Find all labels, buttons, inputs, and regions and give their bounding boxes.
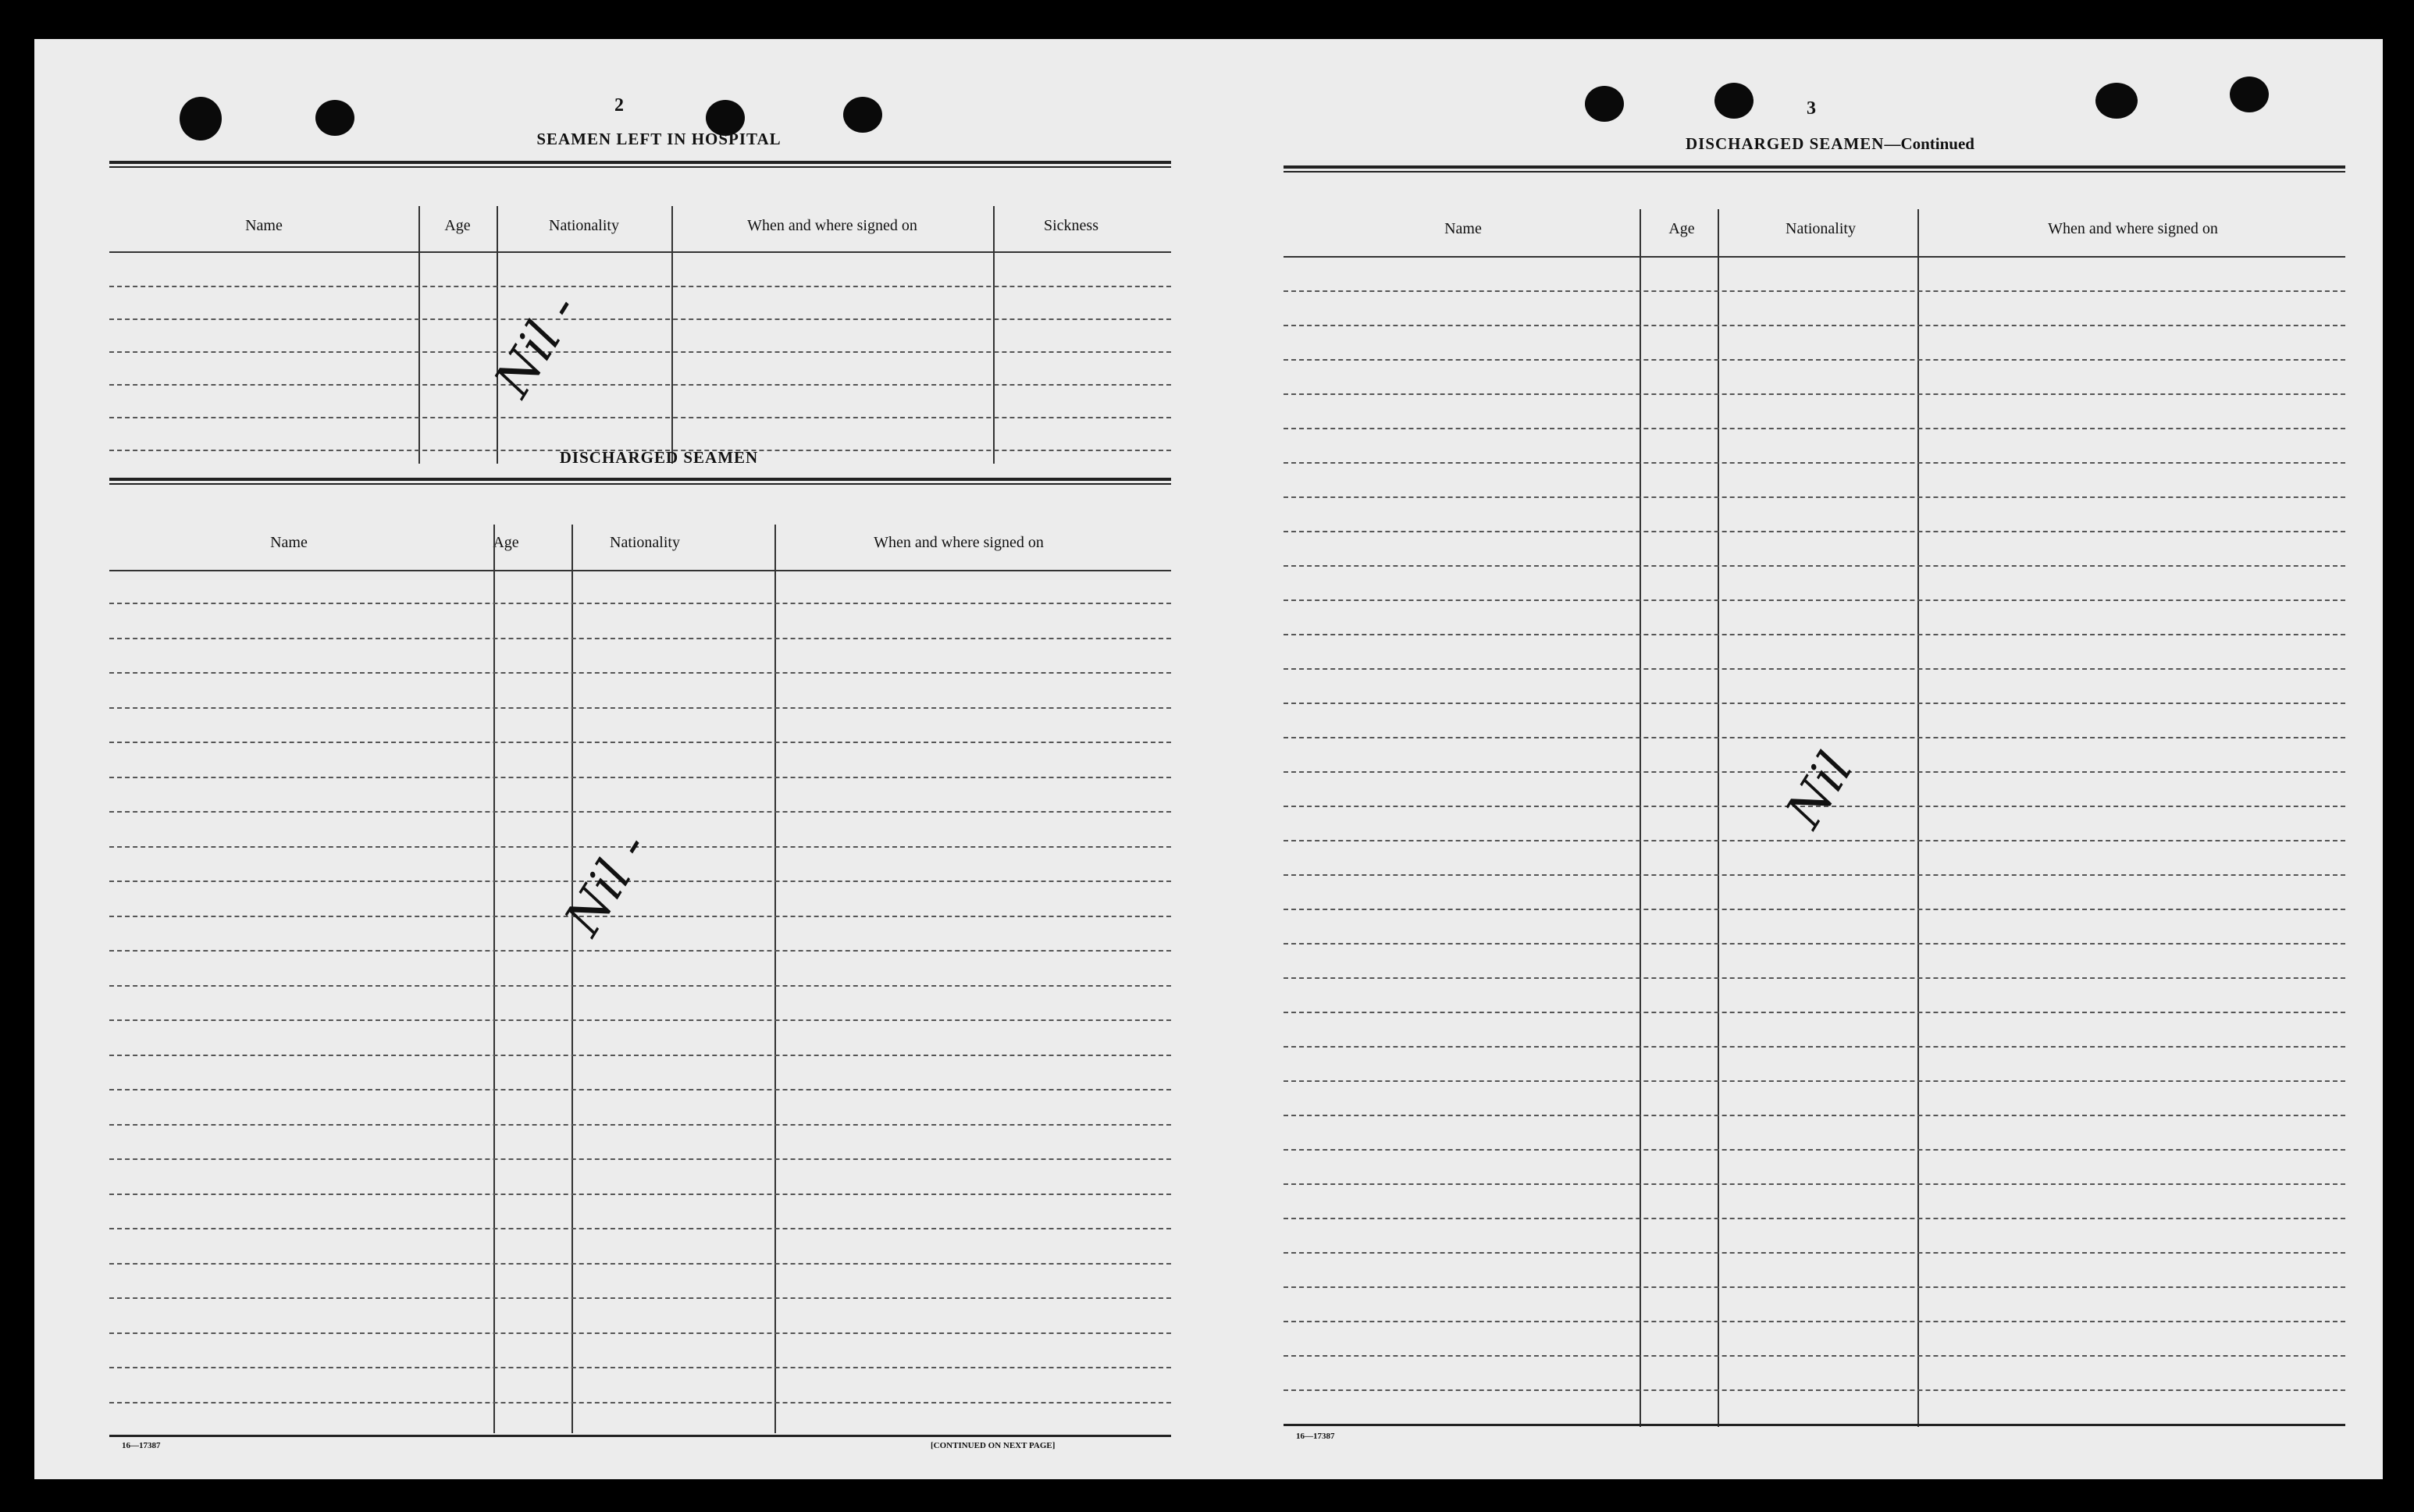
table-row <box>109 1055 1171 1056</box>
table-row <box>109 638 1171 639</box>
table-row <box>1284 359 2345 361</box>
table-row <box>1284 325 2345 326</box>
table-row <box>1284 1389 2345 1391</box>
table-row <box>1284 1012 2345 1013</box>
punch-hole <box>2095 83 2138 119</box>
table-row <box>109 1367 1171 1368</box>
table-row <box>109 351 1171 353</box>
continued-on-next-page-note: [CONTINUED ON NEXT PAGE] <box>931 1441 1056 1450</box>
column-header-sickness: Sickness <box>1044 217 1098 234</box>
table-row <box>1284 668 2345 670</box>
table-row <box>109 1228 1171 1229</box>
column-header-name: Name <box>270 534 308 551</box>
handwritten-nil-annotation: Nil - <box>484 284 591 407</box>
punch-hole <box>2230 76 2269 112</box>
table-row <box>1284 634 2345 635</box>
table-row <box>1284 531 2345 532</box>
column-header-signed-on: When and where signed on <box>874 534 1044 551</box>
table-row <box>1284 1149 2345 1151</box>
column-header-nationality: Nationality <box>549 217 619 234</box>
table-row <box>109 1089 1171 1090</box>
table-row <box>1284 290 2345 292</box>
table-row <box>109 916 1171 917</box>
header-divider <box>1284 256 2345 258</box>
handwritten-nil-annotation: Nil <box>1775 742 1865 838</box>
table-row <box>109 707 1171 709</box>
table-row <box>1284 977 2345 979</box>
table-row <box>1284 393 2345 395</box>
punch-hole <box>315 100 354 136</box>
table-top-rule <box>109 478 1171 485</box>
table-row <box>1284 1286 2345 1288</box>
table-row <box>1284 943 2345 945</box>
table-row <box>109 384 1171 386</box>
table-row <box>1284 840 2345 841</box>
table-row <box>109 1124 1171 1126</box>
punch-hole <box>1585 86 1624 122</box>
table-row <box>1284 428 2345 429</box>
table-row <box>109 1194 1171 1195</box>
column-header-age: Age <box>444 217 471 234</box>
table-row <box>109 1019 1171 1021</box>
document-sheet <box>34 39 2383 1479</box>
hospital-table <box>109 161 1171 465</box>
table-row <box>109 286 1171 287</box>
page-number: 3 <box>1807 98 1816 119</box>
table-row <box>1284 599 2345 601</box>
discharged-continued-table <box>1284 165 2345 1432</box>
discharged-continued-title-main: DISCHARGED SEAMEN <box>1686 134 1885 153</box>
column-header-signed-on: When and where signed on <box>747 217 917 234</box>
form-number: 16—17387 <box>1296 1432 1335 1441</box>
table-row <box>1284 1115 2345 1116</box>
table-row <box>109 1263 1171 1265</box>
header-divider <box>109 570 1171 571</box>
column-header-signed-on: When and where signed on <box>2048 220 2218 237</box>
hospital-section-title: SEAMEN LEFT IN HOSPITAL <box>536 130 782 148</box>
table-row <box>1284 1080 2345 1082</box>
table-row <box>109 603 1171 604</box>
table-row <box>109 742 1171 743</box>
column-header-nationality: Nationality <box>1786 220 1856 237</box>
table-row <box>109 1402 1171 1403</box>
table-row <box>1284 1183 2345 1185</box>
table-row <box>1284 1218 2345 1219</box>
table-row <box>109 811 1171 813</box>
table-row <box>1284 1321 2345 1322</box>
table-row <box>109 985 1171 987</box>
page-number: 2 <box>614 95 624 116</box>
table-top-rule <box>1284 165 2345 173</box>
table-row <box>109 417 1171 418</box>
column-header-name: Name <box>245 217 283 234</box>
table-row <box>1284 909 2345 910</box>
table-top-rule <box>109 161 1171 168</box>
column-header-age: Age <box>1668 220 1695 237</box>
header-divider <box>109 251 1171 253</box>
column-header-name: Name <box>1444 220 1482 237</box>
table-bottom-rule <box>109 1435 1171 1437</box>
column-header-nationality: Nationality <box>610 534 680 551</box>
table-row <box>109 950 1171 952</box>
handwritten-nil-annotation: Nil - <box>554 823 661 946</box>
discharged-table <box>109 478 1171 1438</box>
table-row <box>1284 1355 2345 1357</box>
punch-hole <box>1714 83 1754 119</box>
table-row <box>109 672 1171 674</box>
form-number: 16—17387 <box>122 1441 161 1450</box>
table-row <box>1284 1252 2345 1254</box>
table-bottom-rule <box>1284 1424 2345 1426</box>
table-row <box>109 1158 1171 1160</box>
table-row <box>1284 1046 2345 1048</box>
punch-hole <box>843 97 882 133</box>
table-row <box>109 318 1171 320</box>
table-row <box>1284 496 2345 498</box>
table-row <box>109 777 1171 778</box>
punch-hole <box>180 97 222 141</box>
table-row <box>1284 703 2345 704</box>
column-header-age: Age <box>493 534 519 551</box>
discharged-continued-title-suffix: —Continued <box>1884 134 1974 153</box>
table-row <box>1284 874 2345 876</box>
discharged-section-title: DISCHARGED SEAMEN <box>559 448 759 467</box>
table-row <box>109 1297 1171 1299</box>
table-row <box>1284 462 2345 464</box>
table-row <box>1284 737 2345 738</box>
table-row <box>109 1332 1171 1334</box>
table-row <box>1284 565 2345 567</box>
discharged-continued-title <box>1580 134 2080 154</box>
